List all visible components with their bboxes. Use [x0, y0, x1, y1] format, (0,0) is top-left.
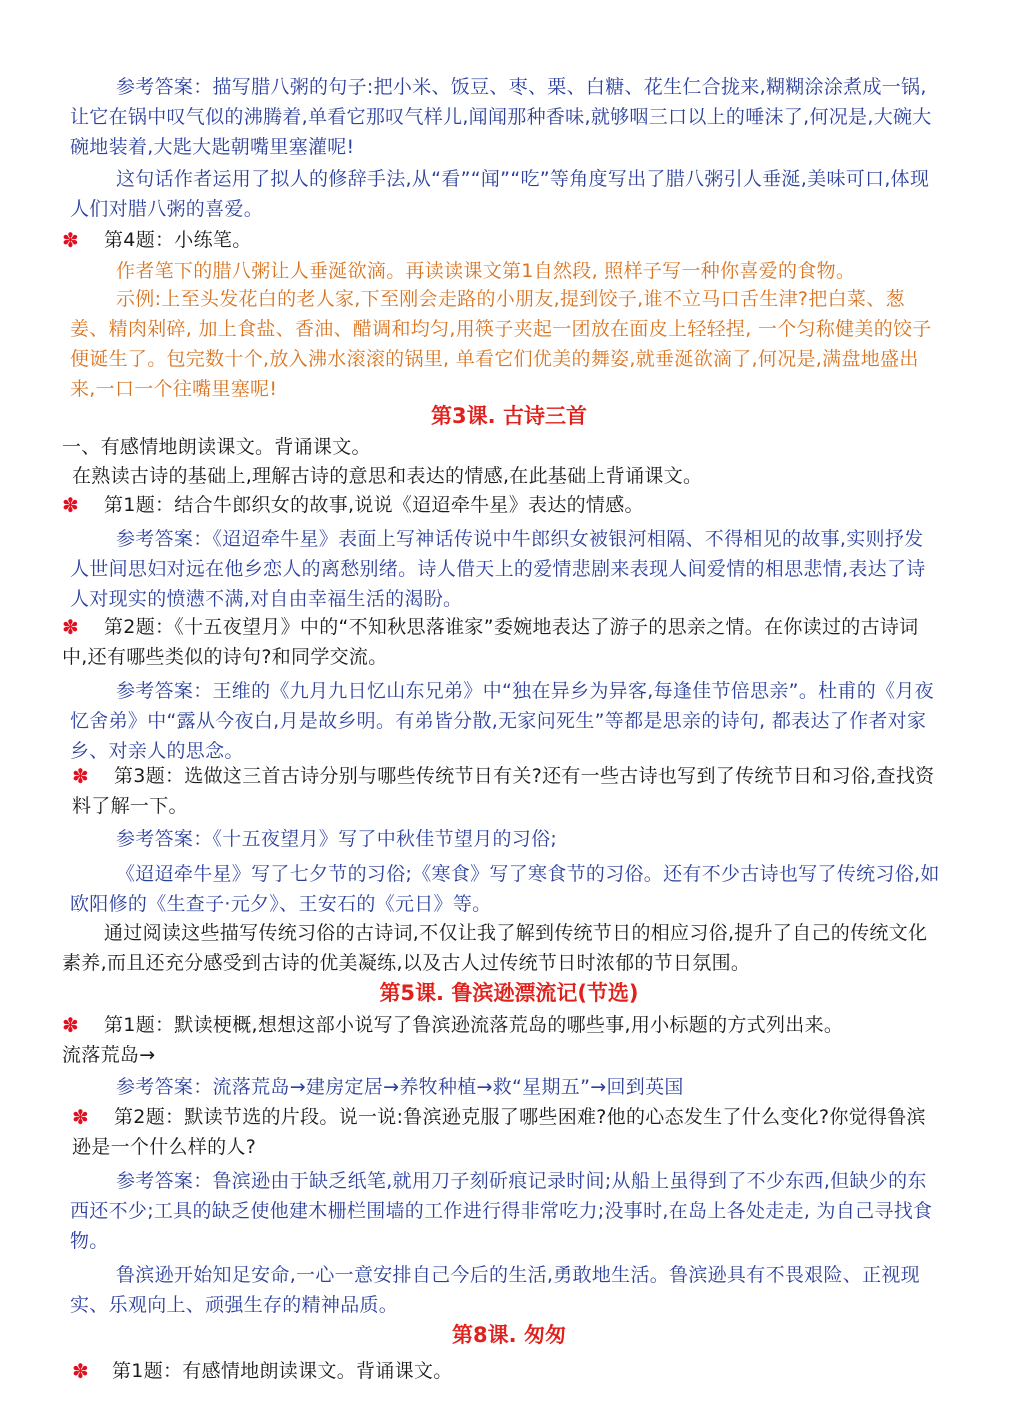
lesson3-summary: 通过阅读这些描写传统习俗的古诗词,不仅让我了解到传统节日的相应习俗,提升了自己的传统文化素养,而且还充分感受到古诗的优美凝练,以及古人过传统节日时浓郁的节日氛围。: [62, 922, 928, 974]
lesson3-section1: 一、有感情地朗读课文。背诵课文。: [62, 436, 371, 458]
star-bullet-icon: ✽: [72, 1359, 89, 1383]
star-bullet-icon: ✽: [62, 228, 79, 252]
lesson2-question4-example: 示例:上至头发花白的老人家,下至刚会走路的小朋友,提到饺子,谁不立马口舌生津?把白菜、葱姜、精肉剁碎, 加上食盐、香油、醋调和均匀,用筷子夹起一团放在面皮上轻轻捏, 一个匀称健美的饺子便诞生了。包完数十个,放入沸水滚滚的锅里, 单看它们优美的舞姿,就垂涎欲滴了,何况是,满盘地盛出来,一口一个往嘴里塞呢!: [70, 288, 932, 400]
lesson2-question4: 第4题：小练笔。: [104, 229, 252, 251]
lesson3-answer3-para1: 参考答案：《十五夜望月》写了中秋佳节望月的习俗;: [116, 828, 558, 850]
star-bullet-icon: ✽: [62, 493, 79, 517]
star-bullet-icon: ✽: [72, 764, 89, 788]
lesson2-question4-prompt: 作者笔下的腊八粥让人垂涎欲滴。再读读课文第1自然段, 照样子写一种你喜爱的食物。: [116, 260, 856, 282]
lesson2-answer3-para2: 这句话作者运用了拟人的修辞手法,从“看”“闻”“吃”等角度写出了腊八粥引人垂涎,美味可口,体现人们对腊八粥的喜爱。: [70, 168, 930, 220]
lesson2-answer3-para1: 参考答案：描写腊八粥的句子:把小米、饭豆、枣、栗、白糖、花生仁合拢来,糊糊涂涂煮成一锅,让它在锅中叹气似的沸腾着,单看它那叹气样儿,闻闻那种香味,就够咽三口以上的唾沫了,何况是,大碗大碗地装着,大匙大匙朝嘴里塞灌呢!: [70, 76, 932, 158]
lesson5-answer1: 参考答案：流落荒岛→建房定居→养牧种植→救“星期五”→回到英国: [116, 1076, 684, 1098]
lesson3-answer1: 参考答案：《迢迢牵牛星》表面上写神话传说中牛郎织女被银河相隔、不得相见的故事,实则抒发人世间思妇对远在他乡恋人的离愁别绪。诗人借天上的爱情悲剧来表现人间爱情的相思悲情,表达了诗人对现实的愤懑不满,对自由幸福生活的渴盼。: [70, 528, 926, 610]
lesson3-question1: 第1题：结合牛郎织女的故事,说说《迢迢牵牛星》表达的情感。: [104, 494, 644, 516]
lesson8-title: 第8课. 匆匆: [452, 1323, 566, 1347]
lesson5-answer2-para2: 鲁滨逊开始知足安命,一心一意安排自己今后的生活,勇敢地生活。鲁滨逊具有不畏艰险、正视现实、乐观向上、顽强生存的精神品质。: [70, 1264, 920, 1316]
star-bullet-icon: ✽: [72, 1105, 89, 1129]
lesson5-question1: 第1题：默读梗概,想想这部小说写了鲁滨逊流落荒岛的哪些事,用小标题的方式列出来。: [104, 1014, 844, 1036]
lesson3-question3: 第3题：选做这三首古诗分别与哪些传统节日有关?还有一些古诗也写到了传统节日和习俗,查找资料了解一下。: [72, 765, 935, 817]
lesson3-section1-desc: 在熟读古诗的基础上,理解古诗的意思和表达的情感,在此基础上背诵课文。: [72, 465, 703, 487]
lesson5-question1-start: 流落荒岛→: [62, 1044, 156, 1066]
lesson5-question2: 第2题：默读节选的片段。说一说:鲁滨逊克服了哪些困难?他的心态发生了什么变化?你觉得鲁滨逊是一个什么样的人?: [72, 1106, 926, 1158]
lesson3-title: 第3课. 古诗三首: [431, 404, 587, 428]
lesson8-question1: 第1题：有感情地朗读课文。背诵课文。: [112, 1360, 453, 1382]
lesson5-title: 第5课. 鲁滨逊漂流记(节选): [379, 981, 639, 1005]
lesson3-answer3-para2: 《迢迢牵牛星》写了七夕节的习俗;《寒食》写了寒食节的习俗。还有不少古诗也写了传统习俗,如欧阳修的《生查子·元夕》、王安石的《元日》等。: [70, 863, 940, 915]
star-bullet-icon: ✽: [62, 1013, 79, 1037]
lesson3-question2: 第2题：《十五夜望月》中的“不知秋思落谁家”委婉地表达了游子的思亲之情。在你读过的古诗词中,还有哪些类似的诗句?和同学交流。: [62, 616, 919, 668]
lesson3-answer2: 参考答案：王维的《九月九日忆山东兄弟》中“独在异乡为异客,每逢佳节倍思亲”。杜甫的《月夜忆舍弟》中“露从今夜白,月是故乡明。有弟皆分散,无家问死生”等都是思亲的诗句, 都表达了作者对家乡、对亲人的思念。: [70, 680, 934, 762]
star-bullet-icon: ✽: [62, 615, 79, 639]
lesson5-answer2-para1: 参考答案：鲁滨逊由于缺乏纸笔,就用刀子刻斫痕记录时间;从船上虽得到了不少东西,但缺少的东西还不少;工具的缺乏使他建木栅栏围墙的工作进行得非常吃力;没事时,在岛上各处走走, 为自己寻找食物。: [70, 1170, 933, 1252]
